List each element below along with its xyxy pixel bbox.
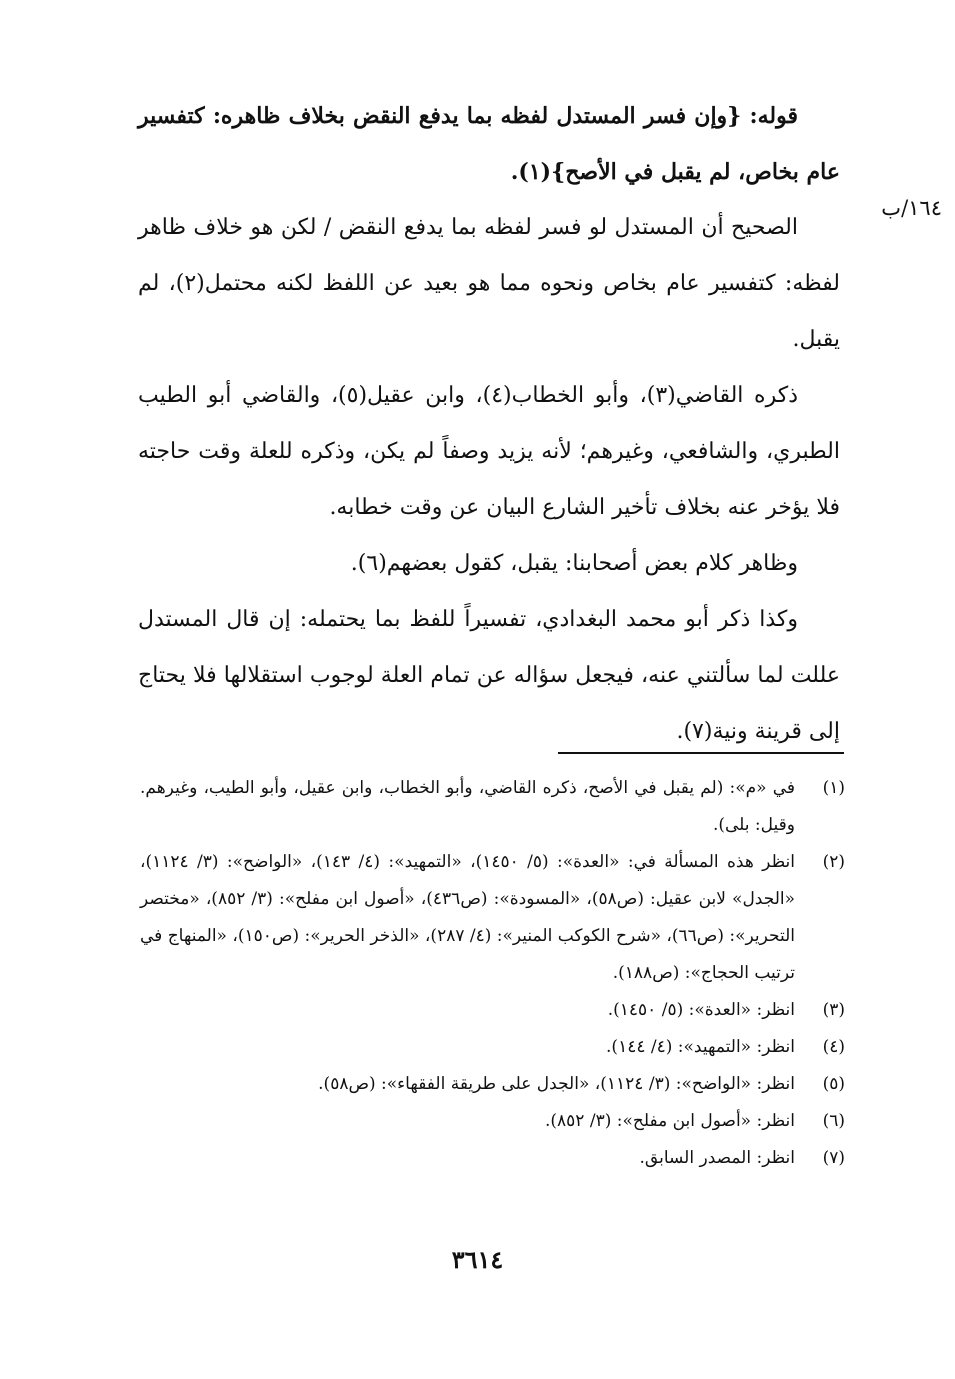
footnotes <box>140 770 845 1177</box>
footnote-divider <box>558 752 844 754</box>
footnote-text: في «م»: (لم يقبل في الأصح، ذكره القاضي، وأبو الخطاب، وابن عقيل، وأبو الطيب، وغيرهم. وقيل: بلى). <box>140 778 795 835</box>
footnote-item <box>140 1103 845 1140</box>
footnote-number: (٤) <box>822 1037 845 1057</box>
footnote-item <box>140 770 845 844</box>
footnote-item <box>140 1140 845 1177</box>
page-number: ٣٦١٤ <box>451 1245 504 1274</box>
footnote-number: (٧) <box>822 1148 845 1168</box>
footnote-item <box>140 992 845 1029</box>
footnote-text: انظر هذه المسألة في: «العدة»: (٥/ ١٤٥٠)، «التمهيد»: (٤/ ١٤٣)، «الواضح»: (٣/ ١١٢٤)، «الجدل» لابن عقيل: (ص٥٨)، «المسودة»: (ص٤٣٦)، «أصول ابن مفلح»: (٣/ ٨٥٢)، «مختصر التحرير»: (ص٦٦)، «شرح الكوكب المنير»: (٤/ ٢٨٧)، «الذخر الحرير»: (ص١٥٠)، «المنهاج في ترتيب الحجاج»: (ص١٨٨). <box>140 852 795 983</box>
footnote-item <box>140 844 845 992</box>
margin-folio-note: ١٦٤/ب <box>881 196 942 220</box>
footnote-text: انظر: «العدة»: (٥/ ١٤٥٠). <box>607 1000 795 1020</box>
paragraph-sources: ذكره القاضي(٣)، وأبو الخطاب(٤)، وابن عقيل(٥)، والقاضي أبو الطيب الطبري، والشافعي، وغيرهم؛ لأنه يزيد وصفاً لم يكن، وذكره للعلة وقت حاجته فلا يؤخر عنه بخلاف تأخير الشارع البيان عن وقت خطابه. <box>138 383 840 520</box>
footnote-item <box>140 1066 845 1103</box>
footnote-text: انظر: «التمهيد»: (٤/ ١٤٤). <box>606 1037 795 1057</box>
footnote-number: (٥) <box>822 1074 845 1094</box>
main-text <box>138 88 840 760</box>
footnote-item <box>140 1029 845 1066</box>
footnote-number: (٣) <box>822 1000 845 1020</box>
footnote-text: انظر: «أصول ابن مفلح»: (٣/ ٨٥٢). <box>544 1111 795 1131</box>
paragraph-opinion: وظاهر كلام بعض أصحابنا: يقبل، كقول بعضهم(٦). <box>350 551 798 576</box>
footnote-number: (٢) <box>822 852 845 872</box>
footnote-number: (١) <box>822 778 845 798</box>
footnote-text: انظر: المصدر السابق. <box>639 1148 795 1168</box>
footnote-number: (٦) <box>822 1111 845 1131</box>
paragraph-baghdadi: وكذا ذكر أبو محمد البغدادي، تفسيراً للفظ بما يحتمله: إن قال المستدل عللت لما سألتني عنه، فيجعل سؤاله عن تمام العلة لوجوب استقلالها فلا يحتاج إلى قرينة ونية(٧). <box>138 607 840 744</box>
paragraph-sahih: الصحيح أن المستدل لو فسر لفظه بما يدفع النقض / لكن هو خلاف ظاهر لفظه: كتفسير عام بخاص ونحوه مما هو بعيد عن اللفظ لكنه محتمل(٢)، لم يقبل. <box>138 215 840 352</box>
footnote-text: انظر: «الواضح»: (٣/ ١١٢٤)، «الجدل على طريقة الفقهاء»: (ص٥٨). <box>318 1074 795 1094</box>
paragraph-quote: قوله: {وإن فسر المستدل لفظه بما يدفع النقض بخلاف ظاهره: كتفسير عام بخاص، لم يقبل في الأصح}(١). <box>138 103 840 185</box>
